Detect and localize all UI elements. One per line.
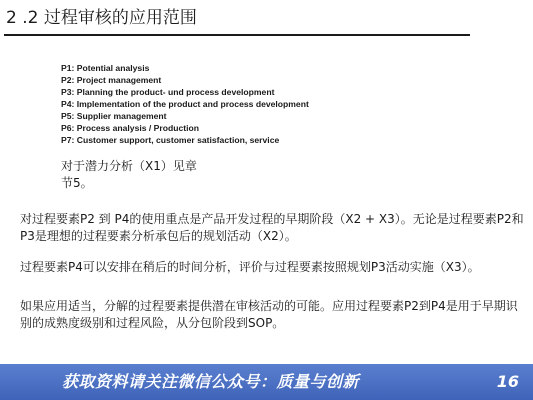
footer-banner (0, 364, 533, 400)
note-line-2: 节5。 (61, 176, 93, 190)
page-number: 16 (496, 372, 519, 391)
process-element-p6: P6: Process analysis / Production (61, 123, 200, 133)
footer-wechat-text: 获取资料请关注微信公众号：质量与创新 (62, 372, 360, 391)
paragraph-application: 如果应用适当，分解的过程要素提供潜在审核活动的可能。应用过程要素P2到P4是用于早期识别的成熟度级别和过程风险，从分包阶段到SOP。 (20, 299, 518, 330)
paragraph-p2-p4-focus: 对过程要素P2 到 P4的使用重点是产品开发过程的早期阶段（X2 + X3）。无论是过程要素P2和P3是理想的过程要素分析承包后的规划活动（X2）。 (20, 212, 524, 243)
process-element-p7: P7: Customer support, customer satisfaction, service (61, 135, 280, 145)
process-element-p2: P2: Project management (61, 75, 162, 85)
process-element-p4: P4: Implementation of the product and process development (61, 99, 309, 109)
paragraph-p4-later-analysis: 过程要素P4可以安排在稍后的时间分析，评价与过程要素按照规划P3活动实施（X3）。 (20, 260, 480, 274)
title-underline (4, 34, 470, 36)
process-element-list (61, 62, 309, 146)
slide-title: 2 .2 过程审核的应用范围 (6, 8, 197, 28)
process-element-p1: P1: Potential analysis (61, 63, 150, 73)
process-element-p5: P5: Supplier management (61, 111, 167, 121)
process-element-p3: P3: Planning the product- und process development (61, 87, 275, 97)
potential-analysis-note (61, 158, 301, 192)
note-line-1: 对于潜力分析（X1）见章 (61, 159, 197, 173)
